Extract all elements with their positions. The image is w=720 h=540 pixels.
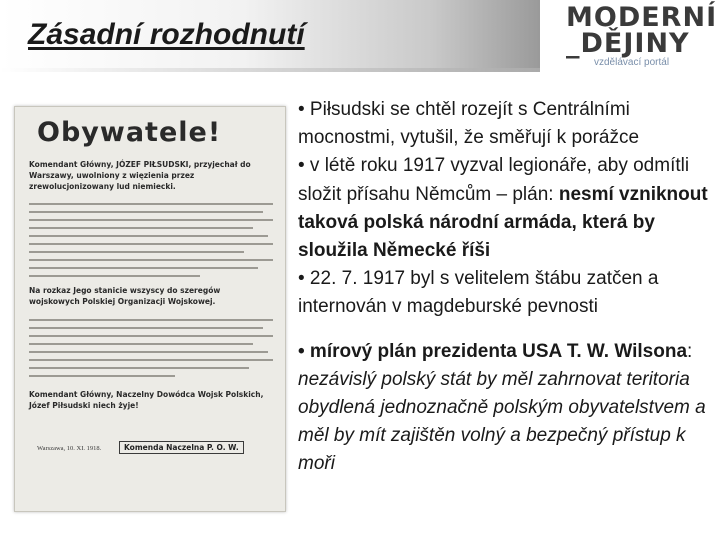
poster-body-text-2	[29, 319, 273, 383]
bullet-2-emphasis: nesmí vzniknout taková polská národní armáda, která by sloužila Německé říši	[298, 183, 708, 262]
poster-signature: Komendant Główny, Naczelny Dowódca Wojsk Polskich, Józef Piłsudski niech żyje!	[29, 390, 264, 410]
slide-content	[298, 96, 710, 479]
poster-lead-text: Komendant Główny, JÓZEF PIŁSUDSKI, przyjechał do Warszawy, uwolniony z więzienia przez zrewolucjonizowany lud niemiecki.	[29, 160, 251, 191]
logo-wordmark-bottom: _DĚJINY	[566, 28, 690, 59]
poster-date: Warszawa, 10. XI. 1918.	[37, 445, 102, 452]
bullet-1-text: • Piłsudski se chtěl rozejít s Centrálními mocnostmi, vytušil, že směřují k porážce	[298, 99, 640, 149]
bullet-4	[298, 338, 710, 479]
logo	[556, 0, 720, 76]
bullet-2-text: • v létě roku 1917 vyzval legionáře, aby odmítli složit přísahu Němcům – plán:	[298, 155, 690, 205]
slide-title: Zásadní rozhodnutí	[28, 18, 305, 51]
bullet-1	[298, 96, 710, 152]
bullet-2	[298, 152, 710, 265]
poster-heading: Obywatele!	[37, 117, 222, 148]
bullet-3-text: • 22. 7. 1917 byl s velitelem štábu zatčen a internován v magdeburské pevnosti	[298, 268, 659, 318]
logo-wordmark-top: MODERNÍ	[566, 2, 718, 33]
poster-call-text: Na rozkaz Jego stanicie wszyscy do szeregów wojskowych Polskiej Organizacji Wojskowej.	[29, 286, 221, 306]
bullet-4-heading: • mírový plán prezidenta USA T. W. Wilsona	[298, 340, 688, 362]
poster-stamp: Komenda Naczelna P. O. W.	[119, 441, 244, 454]
historical-poster-image	[14, 106, 286, 512]
title-bar	[0, 0, 540, 72]
bullet-3	[298, 265, 710, 321]
bullet-4-italic: nezávislý polský stát by měl zahrnovat teritoria obydlená jednoznačně polským obyvatelstvem a měl by mít zajištěn volný a bezpečný přístup k moři	[298, 368, 706, 475]
poster-body-text	[29, 203, 273, 283]
bullet-4-colon: :	[687, 340, 693, 362]
logo-subtitle: vzdělávací portál	[594, 57, 670, 68]
